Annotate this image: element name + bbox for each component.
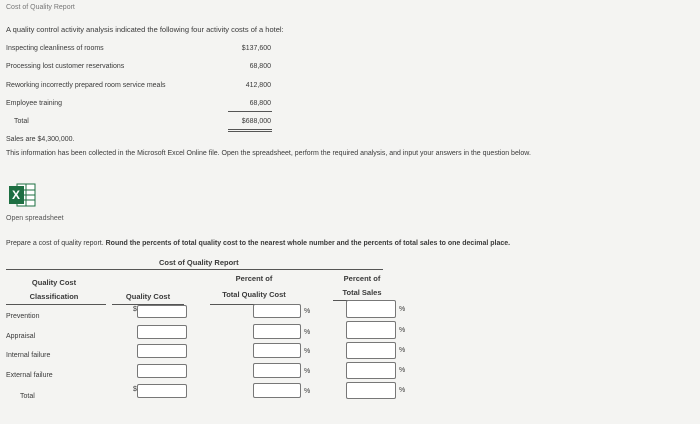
intro-text: A quality control activity analysis indicated the following four activity costs of a hotel: (6, 25, 284, 34)
pct-quality-input-external-failure[interactable] (253, 363, 301, 378)
row-label-prevention: Prevention (6, 313, 40, 320)
pct-quality-sign-appraisal: % (304, 329, 311, 336)
pct-sales-sign-prevention: % (399, 306, 406, 313)
row-label-external-failure: External failure (6, 372, 53, 379)
pct-quality-input-internal-failure[interactable] (253, 343, 301, 358)
instruction-prefix: Prepare a cost of quality report. (6, 240, 106, 247)
instruction-text (6, 240, 510, 247)
currency-sign-prevention: $ (133, 306, 137, 313)
pct-sales-sign-appraisal: % (399, 327, 406, 334)
activity-amount-2: 68,800 (249, 63, 271, 70)
header-quality-cost: Quality Cost (125, 292, 171, 301)
cost-input-total[interactable] (137, 384, 187, 398)
total-rule (228, 111, 272, 112)
pct-quality-sign-external-failure: % (304, 368, 311, 375)
pct-quality-input-appraisal[interactable] (253, 324, 301, 339)
activity-label-4: Employee training (6, 100, 63, 107)
pct-sales-input-prevention[interactable] (346, 300, 396, 318)
activity-label-3: Reworking incorrectly prepared room service meals (6, 82, 166, 89)
cost-input-appraisal[interactable] (137, 325, 187, 339)
excel-icon-letter: X (12, 188, 21, 202)
pct-sales-sign-external-failure: % (399, 367, 406, 374)
header-pct-sales-2: Total Sales (342, 288, 382, 297)
excel-icon[interactable] (8, 182, 36, 208)
cost-input-external-failure[interactable] (137, 364, 187, 378)
report-title: Cost of Quality Report (159, 258, 239, 267)
header-classification-1: Quality Cost (31, 278, 77, 287)
activity-amount-1: $137,600 (241, 45, 271, 52)
header-pct-sales-1: Percent of (343, 274, 381, 283)
pct-quality-input-total[interactable] (253, 383, 301, 398)
activity-amount-4: 68,800 (249, 100, 271, 107)
sales-text: Sales are $4,300,000. (6, 136, 75, 143)
page-title: Cost of Quality Report (6, 4, 75, 11)
pct-sales-sign-internal-failure: % (399, 347, 406, 354)
report-title-rule (6, 269, 383, 270)
pct-sales-sign-total: % (399, 387, 406, 394)
info-text: This information has been collected in the Microsoft Excel Online file. Open the spreadsheet, perform the required analysis, and input your answers in the question below. (6, 150, 531, 157)
row-label-appraisal: Appraisal (6, 333, 36, 340)
pct-quality-sign-total: % (304, 388, 311, 395)
header-pct-quality-1: Percent of (235, 274, 273, 283)
currency-sign-total: $ (133, 386, 137, 393)
activity-amount-3: 412,800 (245, 82, 271, 89)
header-classification-2: Classification (29, 292, 79, 301)
activity-total-label: Total (14, 118, 29, 125)
total-double-rule (228, 129, 272, 132)
header-pct-quality-2: Total Quality Cost (222, 290, 286, 299)
pct-sales-input-internal-failure[interactable] (346, 342, 396, 359)
row-label-total: Total (20, 393, 35, 400)
pct-quality-sign-prevention: % (304, 308, 311, 315)
cost-input-internal-failure[interactable] (137, 344, 187, 358)
activity-label-1: Inspecting cleanliness of rooms (6, 45, 104, 52)
open-spreadsheet-link[interactable]: Open spreadsheet (6, 215, 64, 222)
instruction-bold: Round the percents of total quality cost to the nearest whole number and the percents of total sales to one decimal place. (105, 240, 511, 247)
pct-quality-sign-internal-failure: % (304, 348, 311, 355)
pct-quality-input-prevention[interactable] (253, 304, 301, 318)
row-label-internal-failure: Internal failure (6, 352, 51, 359)
pct-sales-input-total[interactable] (346, 382, 396, 399)
header-rule-classification (6, 304, 106, 305)
activity-label-2: Processing lost customer reservations (6, 63, 125, 70)
pct-sales-input-appraisal[interactable] (346, 321, 396, 339)
pct-sales-input-external-failure[interactable] (346, 362, 396, 379)
activity-total-amount: $688,000 (241, 118, 271, 125)
cost-input-prevention[interactable] (137, 305, 187, 318)
